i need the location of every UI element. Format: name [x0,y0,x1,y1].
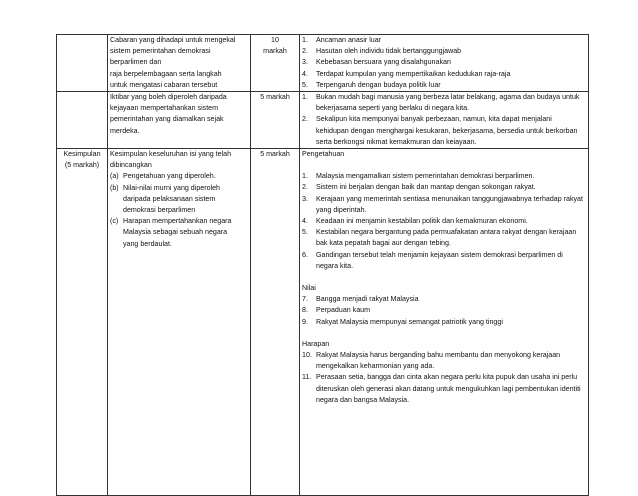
point-number: 4. [302,69,308,78]
question-cell [108,149,251,496]
question-text: dibincangkan [110,161,152,170]
point-number: 6. [302,250,308,259]
marks-cell [251,149,300,496]
point-text: Perpaduan kaum [316,306,371,315]
topic-cell [57,149,108,496]
sub-point-text: demokrasi berparlimen [123,206,196,215]
section-heading: Nilai [302,284,316,293]
answer-point [302,216,586,227]
point-text: diteruskan oleh generasi akan datang untuk mengukuhkan lagi pembentukan identiti [316,384,581,393]
question-text: kejayaan mempertahankan sistem [110,104,219,113]
point-number: 1. [302,36,308,44]
answer-point [302,92,586,114]
sub-point [110,183,248,217]
point-text: Sistem ini berjalan dengan baik dan mantap dengan sokongan rakyat. [316,183,536,192]
marks-text: 5 markah [260,150,290,159]
point-text: Perasaan setia, bangga dan cinta akan negara perlu kita pupuk dan usaha ini perlu [316,373,578,382]
sub-point-text: Pengetahuan yang diperoleh. [123,172,216,181]
sub-point-label: (c) [110,217,119,226]
sub-point-text: daripada pelaksanaan sistem [123,194,216,203]
answer-point [302,35,586,46]
point-text: negara dan bangsa Malaysia. [316,395,410,404]
topic-text: Kesimpulan [63,150,101,159]
answer-point [302,372,586,406]
point-number: 1. [302,93,308,102]
question-text: Iktibar yang boleh diperoleh daripada [110,93,227,102]
question-text: untuk mengatasi cabaran tersebut [110,80,218,89]
question-text: Cabaran yang dihadapi untuk mengekal [110,36,236,44]
question-text: berparlimen dan [110,58,162,67]
point-text: yang diperintah. [316,205,367,214]
point-text: Terpengaruh dengan budaya politik luar [316,80,441,89]
point-text: Hasutan oleh individu tidak bertanggungjawab [316,47,462,56]
point-text: Gandingan tersebut telah menjamin kejayaan sistem demokrasi berparlimen di [316,250,563,259]
point-text: kehidupan dengan menghargai kesukaran, bekerjasama, bersedia untuk berkorban [316,126,578,135]
point-text: Terdapat kumpulan yang mempertikaikan kedudukan raja-raja [316,69,511,78]
topic-marks: (5 markah) [64,161,100,170]
point-text: Kerajaan yang memerintah sentiasa menunaikan tanggungjawabnya terhadap rakyat [316,194,583,203]
answer-point [302,171,586,182]
answer-scheme-table [56,34,589,496]
point-number: 2. [302,115,308,124]
question-text: merdeka. [110,126,140,135]
question-text: sistem pemerintahan demokrasi [110,47,211,56]
question-text: pemerintahan yang diamalkan sejak [110,115,224,124]
answer-point [302,294,586,305]
marks-text: 10 [271,36,279,44]
point-number: 3. [302,194,308,203]
question-text: raja berpelembagaan serta langkah [110,69,222,78]
sub-point-label: (a) [110,172,119,181]
answer-point [302,350,586,372]
point-number: 11. [302,373,312,382]
answer-point [302,57,586,68]
point-number: 10. [302,351,312,360]
topic-cell [57,92,108,149]
answer-point [302,227,586,249]
point-text: Sekalipun kita mempunyai banyak perbezaan, namun, kita dapat menjalani [316,115,552,124]
point-text: bekerjasama seperti yang berlaku di negara kita. [316,104,469,113]
sub-point [110,171,248,182]
point-text: Rakyat Malaysia mempunyai semangat patriotik yang tinggi [316,317,503,326]
answer-point [302,182,586,193]
point-number: 2. [302,183,308,192]
marks-text: markah [263,47,287,56]
answer-point [302,46,586,57]
answer-cell [300,149,589,496]
sub-point-text: Nilai-nilai murni yang diperoleh [123,183,220,192]
sub-point [110,216,248,250]
point-text: serta berkongsi nikmat kemakmuran dan keiayaan. [316,137,477,146]
point-text: Ancaman anasir luar [316,36,382,44]
table-row [57,149,589,496]
point-text: mengekalkan keharmonian yang ada. [316,362,435,371]
point-text: Bukan mudah bagi manusia yang berbeza latar belakang, agama dan budaya untuk [316,93,580,102]
marks-text: 5 markah [260,93,290,102]
point-text: Rakyat Malaysia harus berganding bahu membantu dan menyokong kerajaan [316,351,561,360]
sub-point-text: yang berdaulat. [123,239,172,248]
answer-cell [300,92,589,149]
point-text: Bangga menjadi rakyat Malaysia [316,295,419,304]
point-text: Malaysia mengamalkan sistem pemerintahan demokrasi berparlimen. [316,172,535,181]
question-text: Kesimpulan keseluruhan isi yang telah [110,150,232,159]
point-text: Keadaan ini menjamin kestabilan politik dan kemakmuran ekonomi. [316,217,528,226]
point-text: negara kita. [316,261,354,270]
section-heading: Harapan [302,339,330,348]
answer-point [302,69,586,80]
point-number: 3. [302,58,308,67]
answer-point [302,317,586,328]
point-text: bak kata pepatah bagai aur dengan tebing. [316,239,451,248]
point-text: Kestabilan negara bergantung pada permuafakatan antara rakyat dengan kerajaan [316,228,577,237]
point-number: 1. [302,172,308,181]
question-cell [108,92,251,149]
answer-point [302,194,586,216]
point-number: 8. [302,306,308,315]
point-number: 7. [302,295,308,304]
section-heading: Pengetahuan [302,150,345,159]
point-number: 5. [302,228,308,237]
answer-point [302,305,586,316]
point-number: 5. [302,80,308,89]
answer-point [302,80,586,91]
answer-point [302,250,586,272]
table-row [57,92,589,149]
answer-point [302,114,586,148]
marks-cell [251,92,300,149]
sub-point-label: (b) [110,183,119,192]
table-row [57,35,589,92]
sub-point-text: Malaysia sebagai sebuah negara [123,228,228,237]
point-number: 4. [302,217,308,226]
point-text: Kebebasan bersuara yang disalahgunakan [316,58,451,67]
question-cell [108,35,251,92]
topic-cell [57,35,108,92]
answer-cell [300,35,589,92]
sub-point-text: Harapan mempertahankan negara [123,217,232,226]
marks-cell [251,35,300,92]
point-number: 9. [302,317,308,326]
point-number: 2. [302,47,308,56]
